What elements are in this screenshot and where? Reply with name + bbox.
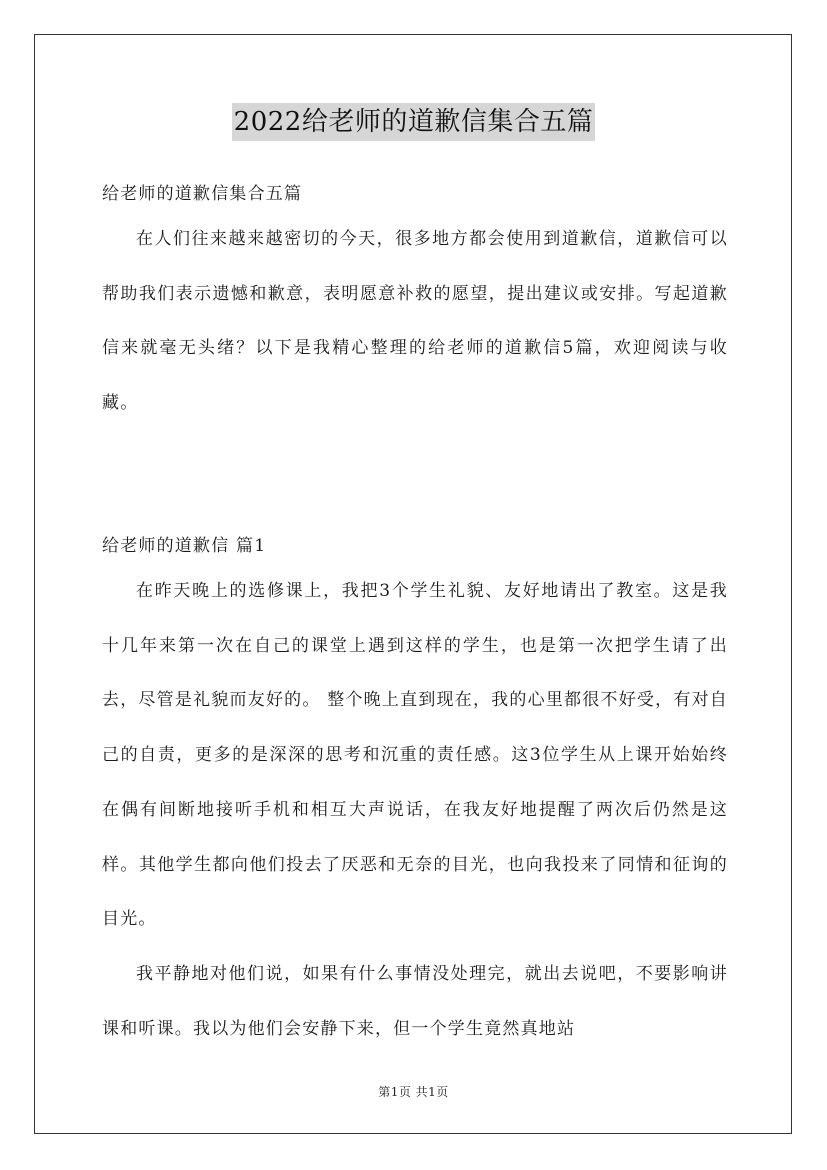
document-title: 2022给老师的道歉信集合五篇 bbox=[232, 103, 596, 141]
intro-paragraph: 在人们往来越来越密切的今天，很多地方都会使用到道歉信，道歉信可以帮助我们表示遗憾和歉意，表明愿意补救的愿望，提出建议或安排。写起道歉信来就毫无头绪？以下是我精心整理的给老师的道歉信5篇，欢迎阅读与收藏。 bbox=[102, 229, 728, 413]
document-subtitle: 给老师的道歉信集合五篇 bbox=[102, 184, 303, 204]
body-paragraph: 在昨天晚上的选修课上，我把3个学生礼貌、友好地请出了教室。这是我十几年来第一次在自己的课堂上遇到这样的学生，也是第一次把学生请了出去，尽管是礼貌而友好的。 整个晚上直到现在，我的心里都很不好受，有对自己的自责，更多的是深深的思考和沉重的责任感。这3位学生从上课开始始终在偶有间断地接听手机和相互大声说话，在我友好地提醒了两次后仍然是这样。其他学生都向他们投去了厌恶和无奈的目光，也向我投来了同情和征询的目光。 bbox=[102, 581, 728, 930]
page-footer: 第1页 共1页 bbox=[378, 1085, 449, 1099]
title-container bbox=[0, 103, 827, 141]
body-paragraph: 我平静地对他们说，如果有什么事情没处理完，就出去说吧，不要影响讲课和听课。我以为他们会安静下来，但一个学生竟然真地站 bbox=[102, 963, 728, 1039]
document-body bbox=[102, 176, 728, 1056]
section-heading: 给老师的道歉信 篇1 bbox=[102, 536, 267, 556]
section-spacer bbox=[102, 430, 728, 528]
